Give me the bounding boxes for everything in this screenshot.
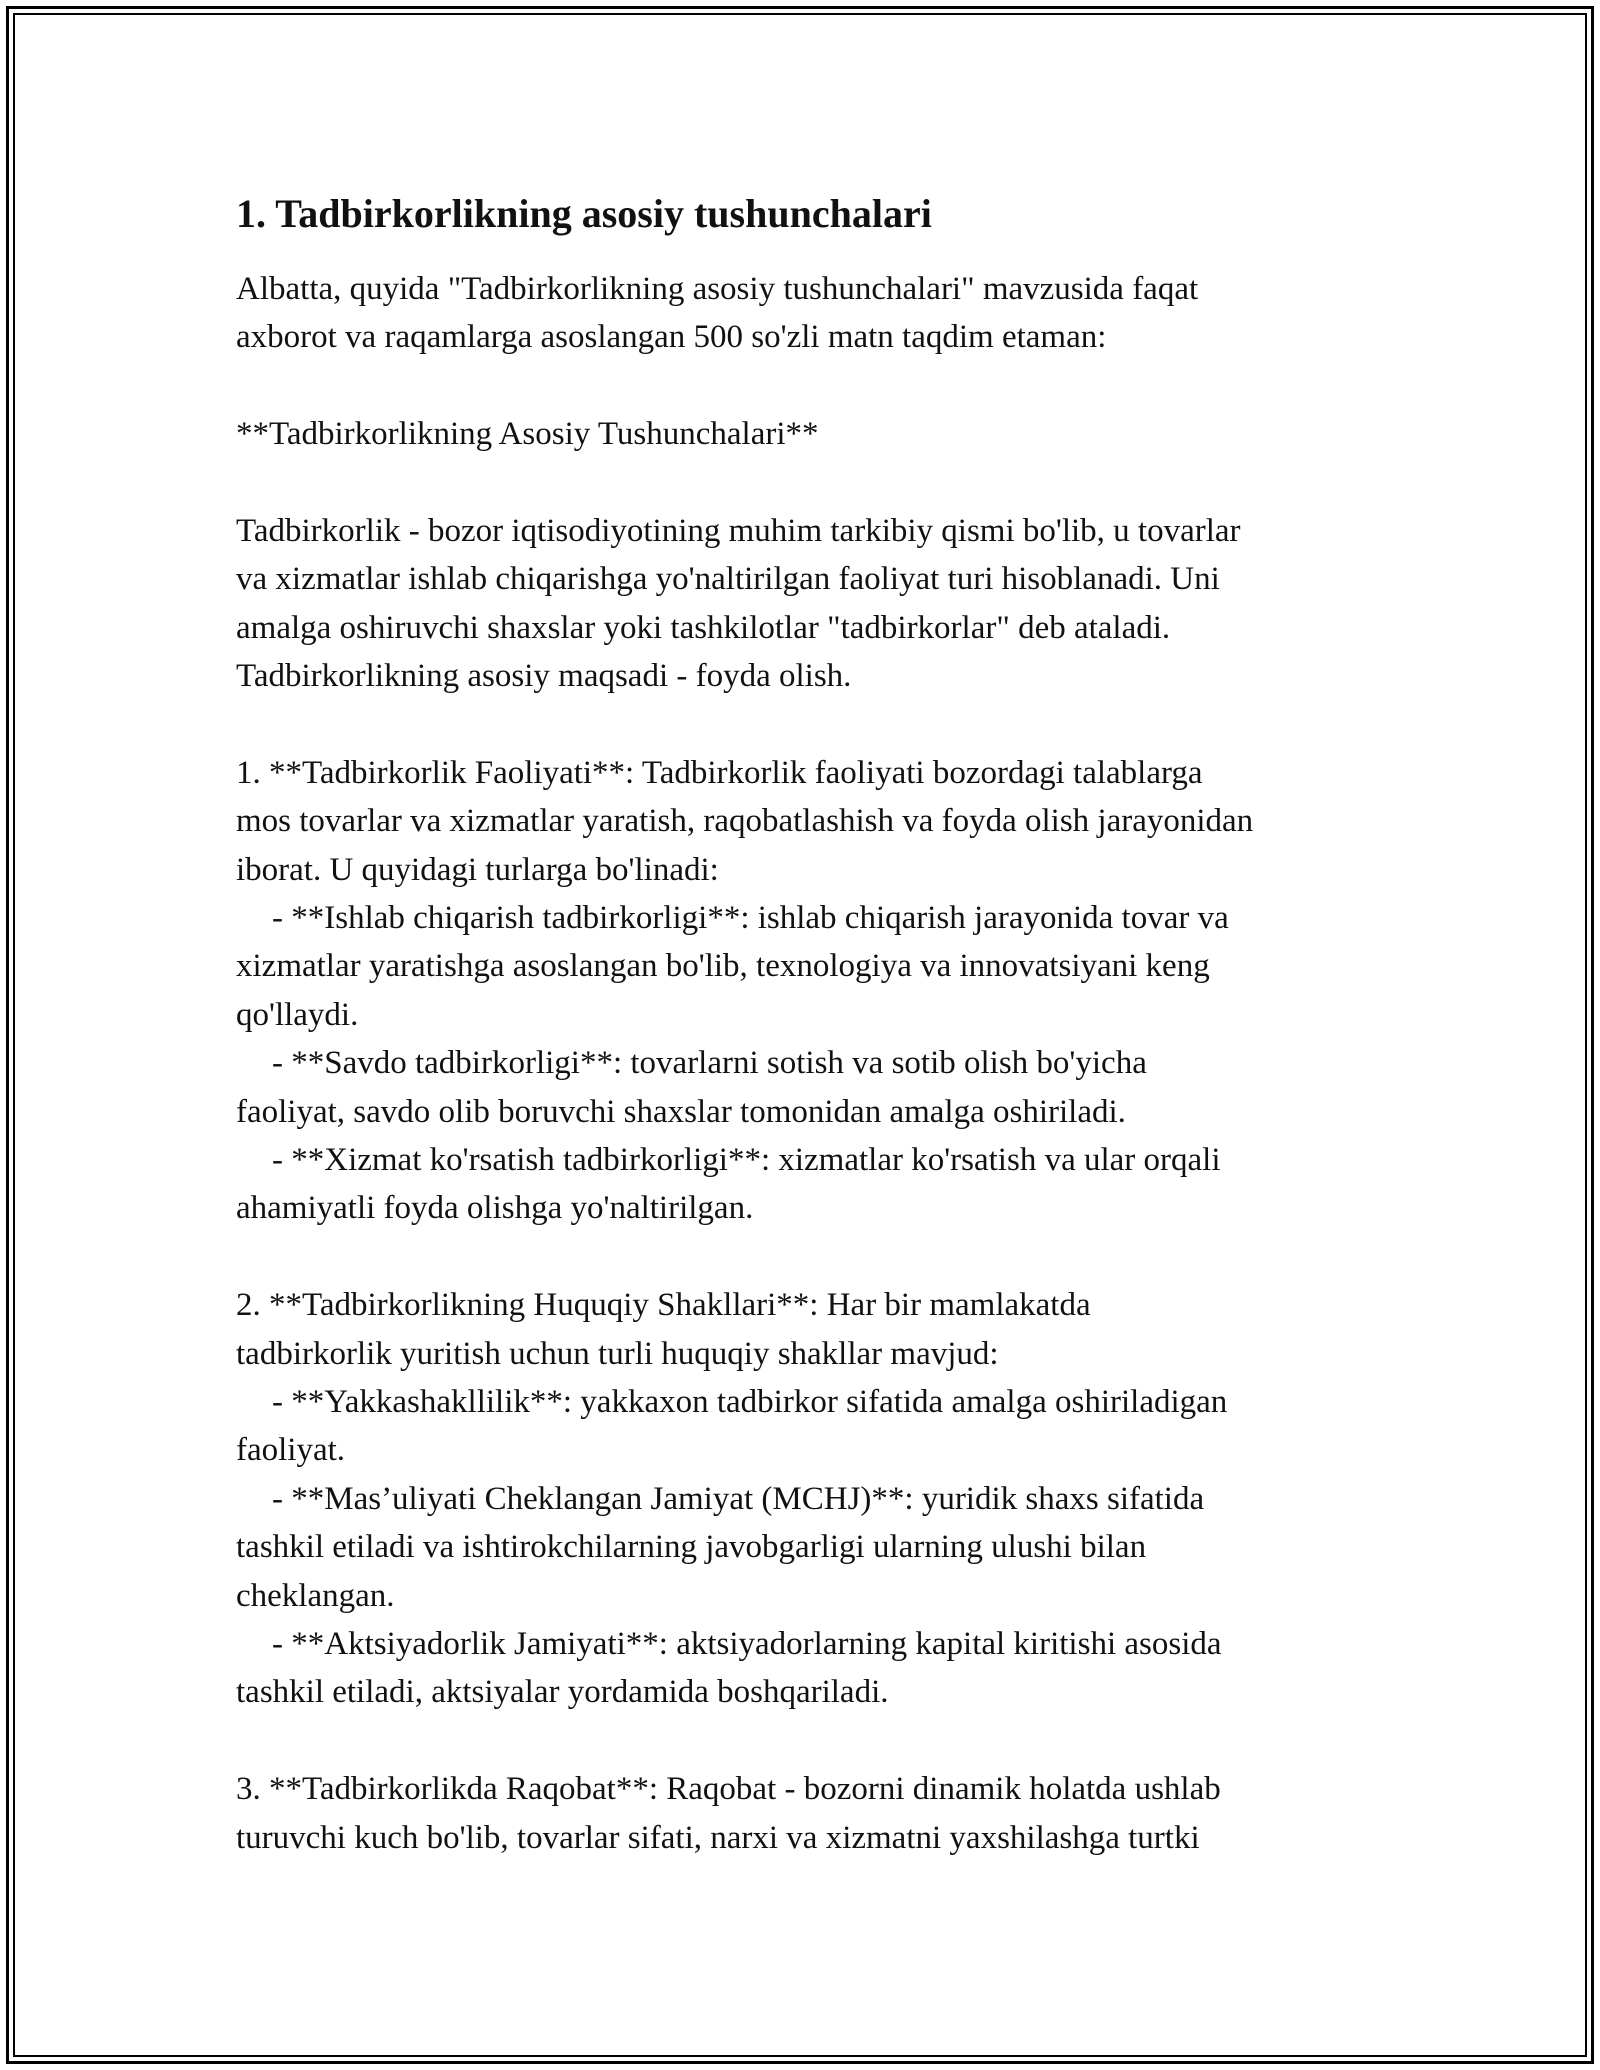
blank-line xyxy=(236,459,1416,507)
text-line: faoliyat, savdo olib boruvchi shaxslar tomonidan amalga oshiriladi. xyxy=(236,1093,1126,1130)
text-line: faoliyat. xyxy=(236,1432,346,1469)
list-item-line: 1. **Tadbirkorlik Faoliyati**: Tadbirkorlik faoliyati bozordagi talablarga xyxy=(236,754,1203,791)
sub-item-line: - **Yakkashakllilik**: yakkaxon tadbirkor sifatida amalga oshiriladigan xyxy=(272,1383,1228,1420)
text-line: mos tovarlar va xizmatlar yaratish, raqobatlashish va foyda olish jarayonidan xyxy=(236,803,1254,840)
blank-line xyxy=(236,701,1416,749)
text-line: Tadbirkorlikning asosiy maqsadi - foyda olish. xyxy=(236,658,852,695)
text-line: Albatta, quyida "Tadbirkorlikning asosiy tushunchalari" mavzusida faqat xyxy=(236,271,1199,307)
list-item-line: 3. **Tadbirkorlikda Raqobat**: Raqobat - bozorni dinamik holatda ushlab xyxy=(236,1771,1221,1808)
text-line: qo'llaydi. xyxy=(236,996,359,1033)
text-line: axborot va raqamlarga asoslangan 500 so'zli matn taqdim etaman: xyxy=(236,319,1107,356)
document-title: 1. Tadbirkorlikning asosiy tushunchalari xyxy=(236,191,932,236)
section-heading-line: **Tadbirkorlikning Asosiy Tushunchalari** xyxy=(236,416,819,453)
text-line: amalga oshiruvchi shaxslar yoki tashkilotlar "tadbirkorlar" deb ataladi. xyxy=(236,609,1171,646)
text-line: turuvchi kuch bo'lib, tovarlar sifati, narxi va xizmatni yaxshilashga turtki xyxy=(236,1819,1200,1856)
text-line: cheklangan. xyxy=(236,1577,395,1614)
text-line: tashkil etiladi, aktsiyalar yordamida boshqariladi. xyxy=(236,1674,889,1711)
text-line: xizmatlar yaratishga asoslangan bo'lib, texnologiya va innovatsiyani keng xyxy=(236,948,1210,985)
text-line: ahamiyatli foyda olishga yo'naltirilgan. xyxy=(236,1190,754,1227)
list-item-line: 2. **Tadbirkorlikning Huquqiy Shakllari**: Har bir mamlakatda xyxy=(236,1287,1091,1324)
text-line: va xizmatlar ishlab chiqarishga yo'naltirilgan faoliyat turi hisoblanadi. Uni xyxy=(236,561,1220,598)
sub-item-line: - **Aktsiyadorlik Jamiyati**: aktsiyadorlarning kapital kiritishi asosida xyxy=(272,1625,1222,1662)
sub-item-line: - **Savdo tadbirkorligi**: tovarlarni sotish va sotib olish bo'yicha xyxy=(272,1045,1147,1082)
blank-line xyxy=(236,362,1416,410)
text-line: iborat. U quyidagi turlarga bo'linadi: xyxy=(236,851,719,888)
blank-line xyxy=(236,1233,1416,1281)
blank-line xyxy=(236,1717,1416,1765)
sub-item-line: - **Ishlab chiqarish tadbirkorligi**: ishlab chiqarish jarayonida tovar va xyxy=(272,900,1229,937)
sub-item-line: - **Mas’uliyati Cheklangan Jamiyat (MCHJ)**: yuridik shaxs sifatida xyxy=(272,1480,1205,1517)
sub-item-line: - **Xizmat ko'rsatish tadbirkorligi**: xizmatlar ko'rsatish va ular orqali xyxy=(272,1142,1221,1179)
text-line: tashkil etiladi va ishtirokchilarning javobgarligi ularning ulushi bilan xyxy=(236,1529,1147,1566)
text-line: tadbirkorlik yuritish uchun turli huquqiy shakllar mavjud: xyxy=(236,1335,999,1372)
text-line: Tadbirkorlik - bozor iqtisodiyotining muhim tarkibiy qismi bo'lib, u tovarlar xyxy=(236,512,1241,549)
document-body xyxy=(236,187,1416,1862)
